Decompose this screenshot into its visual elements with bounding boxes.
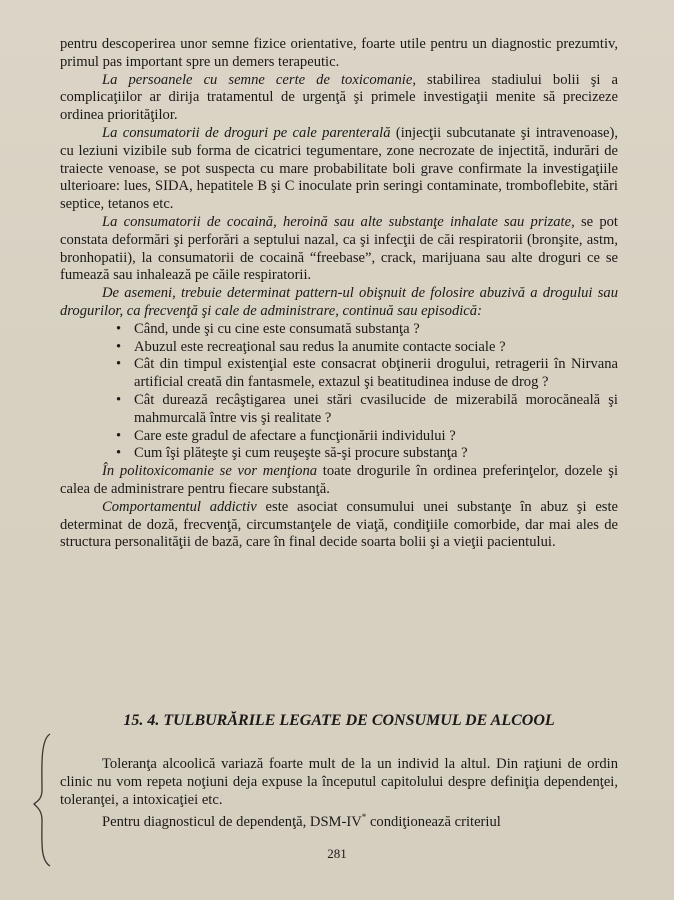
paragraph-text: (injecţii subcutanate şi intravenoase), cu leziuni vizibile sub forma de cicatrici tegumentare, zone necrozate de injectită, indurări de traiecte venoase, se pot suspecta cu mare probabilitate boli grave confirmate la investigaţiile ulterioare: lues, SIDA, hepatitele B şi C inoculate prin seringi contaminate, tromboflebite, stări septice, tetanos etc. xyxy=(60,124,618,213)
page-number: 281 xyxy=(327,846,347,861)
paragraph-text: La persoanele cu semne certe de toxicomanie, xyxy=(102,71,416,88)
paragraph-p7 xyxy=(60,756,618,809)
question-list-item: • Cât durează recâştigarea unei stări cvasilucide de mizerabilă morocăneală şi mahmurcală între vis şi realitate ? xyxy=(116,392,618,428)
paragraph-p6 xyxy=(60,499,618,552)
paragraph-text: Pentru diagnosticul de dependenţă, DSM-IV xyxy=(102,814,362,831)
paragraphs-mid xyxy=(60,463,618,552)
paragraph-text: se pot constata deformări şi perforări a septului nazal, ca şi infecţii de căi respiratorii (bronşite, astm, bronhopatii), la consumatorii de cocaină “freebase”, crack, marijuana sau alte droguri ce se fumează sau inhalează pe căile respiratorii. xyxy=(60,213,618,284)
paragraph-p8 xyxy=(60,809,618,832)
paragraph-text: De asemeni, trebuie determinat pattern-ul obişnuit de folosire abuzivă a drogului sau drogurilor, ca frecvenţă şi cale de administrare, continuă sau episodică: xyxy=(60,285,618,319)
paragraph-p2 xyxy=(60,125,618,214)
paragraphs-top xyxy=(60,36,618,321)
question-list-item: • Abuzul este recreaţional sau redus la anumite contacte sociale ? xyxy=(116,339,618,357)
question-list-item: • Cât din timpul existenţial este consacrat obţinerii drogului, retragerii în Nirvana artificial creată din fantasmele, extazul şi beatitudinea induse de drog ? xyxy=(116,356,618,392)
paragraph-text: condiţionează criteriul xyxy=(366,814,501,831)
paragraph-text: stabilirea stadiului bolii şi a complicaţiilor ar dirija tratamentul de urgenţă şi primele investigaţii menite să precizeze ordinea priorităţilor. xyxy=(60,71,618,124)
paragraph-text: toate drogurile în ordinea preferinţelor, dozele şi calea de administrare pentru fiecare substanţă. xyxy=(60,463,618,497)
question-list xyxy=(60,321,618,463)
paragraph-p4 xyxy=(60,285,618,321)
paragraph-text: este asociat consumului unei substanţe în abuz şi este determinat de doză, frecvenţă, circumstanţele de viaţă, condiţiile comorbide, dar mai ales de structura personalităţii de bază, care în final decide soarta bolii şi a vieţii pacientului. xyxy=(60,498,619,551)
paragraph-text: Toleranţa alcoolică variază foarte mult de la un individ la altul. Din raţiuni de ordin clinic nu vom repeta noţiuni deja expuse la începutul capitolului despre definiţia dependenţei, toleranţei, a intoxicaţiei etc. xyxy=(60,756,618,808)
question-list-item: • Când, unde şi cu cine este consumată substanţa ? xyxy=(116,321,618,339)
body-text-bottom xyxy=(60,756,618,832)
body-text-top xyxy=(60,36,618,552)
paragraph-text: pentru descoperirea unor semne fizice orientative, foarte utile pentru un diagnostic prezumtiv, primul pas important spre un demers terapeutic. xyxy=(60,36,618,70)
question-list-item: • Care este gradul de afectare a funcţionării individului ? xyxy=(116,428,618,446)
paragraph-text: La consumatorii de cocaină, heroină sau alte substanţe inhalate sau prizate, xyxy=(102,213,575,230)
section-heading: 15. 4. TULBURĂRILE LEGATE DE CONSUMUL DE ALCOOL xyxy=(123,712,555,729)
paragraph-text: * xyxy=(361,812,367,823)
paragraphs-bottom xyxy=(60,756,618,832)
paragraph-p1 xyxy=(60,72,618,125)
paragraph-text: În politoxicomanie se vor menţiona xyxy=(102,463,318,480)
paragraph-p3 xyxy=(60,214,618,285)
paragraph-p0 xyxy=(60,36,618,72)
paragraph-text: Comportamentul addictiv xyxy=(102,498,257,515)
paragraph-text: La consumatorii de droguri pe cale parenterală xyxy=(102,124,391,141)
paragraph-p5 xyxy=(60,463,618,499)
question-list-item: • Cum îşi plăteşte şi cum reuşeşte să-şi procure substanţa ? xyxy=(116,445,618,463)
